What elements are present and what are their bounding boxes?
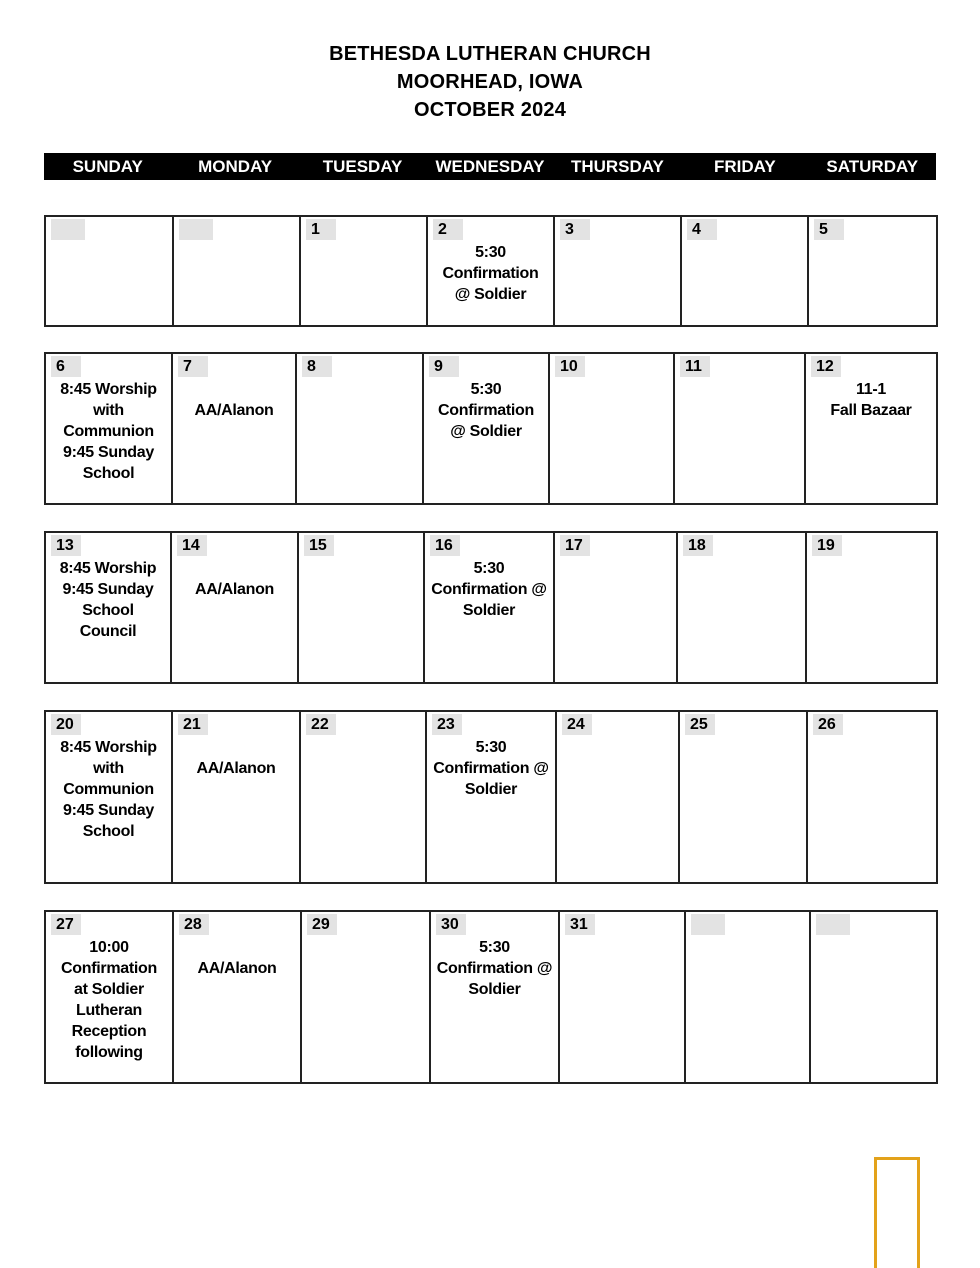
weekday-tuesday: TUESDAY — [322, 157, 403, 176]
day-number: 2 — [433, 219, 463, 240]
day-number: 15 — [304, 535, 334, 556]
weekday-monday: MONDAY — [198, 157, 273, 176]
day-number: 3 — [560, 219, 590, 240]
day-event: 10:00 Confirmation at Soldier Lutheran Reception following — [61, 939, 157, 1061]
calendar-day-cell — [560, 912, 686, 1082]
page-corner-bracket-decoration — [874, 1157, 920, 1268]
church-location: MOORHEAD, IOWA — [396, 71, 584, 93]
day-number: 22 — [306, 714, 336, 735]
day-number: 8 — [302, 356, 332, 377]
calendar-day-cell — [678, 533, 807, 682]
calendar-day-cell — [555, 217, 682, 325]
day-number: 29 — [307, 914, 337, 935]
day-number: 9 — [429, 356, 459, 377]
day-number — [816, 914, 850, 935]
day-number: 20 — [51, 714, 81, 735]
weekday-header-bar — [44, 153, 936, 180]
day-number: 1 — [306, 219, 336, 240]
day-number: 6 — [51, 356, 81, 377]
day-number — [51, 219, 85, 240]
calendar-day-cell — [686, 912, 811, 1082]
calendar-week-row — [44, 910, 938, 1084]
day-number: 11 — [680, 356, 710, 377]
day-event: 5:30 Confirmation @ Soldier — [438, 381, 534, 440]
day-event: AA/Alanon — [194, 402, 274, 419]
day-number: 25 — [685, 714, 715, 735]
day-number — [179, 219, 213, 240]
day-number: 13 — [51, 535, 81, 556]
calendar-day-cell — [299, 533, 425, 682]
day-number: 21 — [178, 714, 208, 735]
day-event: 11-1 Fall Bazaar — [830, 381, 912, 419]
day-number: 26 — [813, 714, 843, 735]
calendar-day-cell — [46, 533, 172, 682]
calendar-day-cell — [46, 354, 173, 503]
day-number: 31 — [565, 914, 595, 935]
calendar-day-cell — [682, 217, 809, 325]
calendar-day-cell — [428, 217, 555, 325]
calendar-week-row — [44, 531, 938, 684]
weekday-wednesday: WEDNESDAY — [435, 157, 545, 176]
calendar-day-cell — [555, 533, 678, 682]
calendar-day-cell — [806, 354, 936, 503]
calendar-day-cell — [301, 712, 427, 882]
day-number: 28 — [179, 914, 209, 935]
calendar-day-cell — [557, 712, 680, 882]
day-number: 18 — [683, 535, 713, 556]
calendar-week-row — [44, 215, 938, 327]
calendar-day-cell — [173, 712, 301, 882]
calendar-day-cell — [174, 217, 301, 325]
calendar-day-cell — [550, 354, 675, 503]
weekday-sunday: SUNDAY — [72, 157, 143, 176]
day-event: AA/Alanon — [197, 960, 277, 977]
calendar-day-cell — [808, 712, 936, 882]
day-event: 8:45 Worship with Communion 9:45 Sunday School — [60, 381, 157, 482]
day-event: 5:30 Confirmation @ Soldier — [436, 939, 553, 998]
calendar-day-cell — [46, 712, 173, 882]
calendar-title-block — [0, 40, 980, 124]
day-event: AA/Alanon — [196, 760, 276, 777]
calendar-day-cell — [174, 912, 302, 1082]
day-number: 23 — [432, 714, 462, 735]
weekday-saturday: SATURDAY — [826, 157, 919, 176]
day-number: 19 — [812, 535, 842, 556]
calendar-day-cell — [807, 533, 936, 682]
calendar-day-cell — [680, 712, 808, 882]
calendar-day-cell — [809, 217, 936, 325]
day-number — [691, 914, 725, 935]
calendar-day-cell — [302, 912, 431, 1082]
calendar-week-row — [44, 710, 938, 884]
day-number: 16 — [430, 535, 460, 556]
day-event: AA/Alanon — [194, 581, 275, 598]
day-number: 4 — [687, 219, 717, 240]
day-event: 8:45 Worship with Communion 9:45 Sunday School — [60, 739, 157, 840]
calendar-day-cell — [431, 912, 560, 1082]
church-name: BETHESDA LUTHERAN CHURCH — [329, 43, 651, 65]
day-number: 10 — [555, 356, 585, 377]
weekday-friday: FRIDAY — [713, 157, 776, 176]
calendar-month: OCTOBER 2024 — [413, 99, 567, 121]
calendar-day-cell — [172, 533, 299, 682]
day-number: 7 — [178, 356, 208, 377]
calendar-day-cell — [297, 354, 424, 503]
day-number: 14 — [177, 535, 207, 556]
day-number: 5 — [814, 219, 844, 240]
calendar-day-cell — [425, 533, 555, 682]
calendar-day-cell — [46, 217, 174, 325]
weekday-thursday: THURSDAY — [570, 157, 664, 176]
calendar-day-cell — [424, 354, 550, 503]
day-number: 24 — [562, 714, 592, 735]
calendar-day-cell — [301, 217, 428, 325]
day-number: 30 — [436, 914, 466, 935]
day-event: 5:30 Confirmation @ Soldier — [433, 739, 549, 798]
calendar-day-cell — [427, 712, 557, 882]
day-event: 5:30 Confirmation @ Soldier — [431, 560, 547, 619]
day-event: 8:45 Worship 9:45 Sunday School Council — [59, 560, 157, 640]
day-event: 5:30 Confirmation @ Soldier — [442, 244, 539, 303]
calendar-day-cell — [811, 912, 936, 1082]
calendar-week-row — [44, 352, 938, 505]
day-number: 27 — [51, 914, 81, 935]
day-number: 12 — [811, 356, 841, 377]
calendar-day-cell — [675, 354, 806, 503]
day-number: 17 — [560, 535, 590, 556]
calendar-day-cell — [46, 912, 174, 1082]
calendar-day-cell — [173, 354, 297, 503]
